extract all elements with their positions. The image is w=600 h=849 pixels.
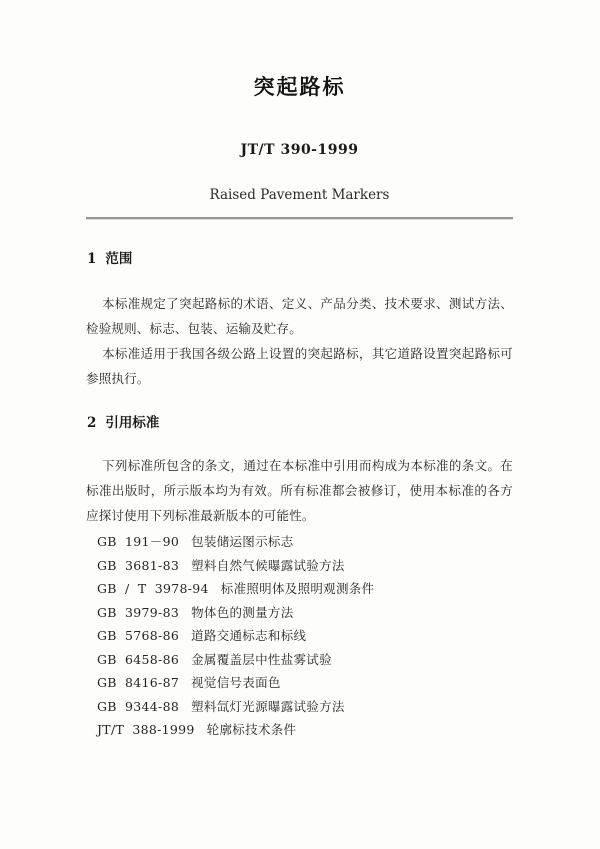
reference-code: GB 3979-83 (97, 604, 180, 620)
reference-item (97, 624, 513, 648)
reference-code: GB / T 3978-94 (97, 581, 209, 596)
reference-title: 道路交通标志和标线 (191, 628, 307, 643)
reference-item (97, 577, 513, 601)
reference-title: 塑料自然气候曝露试验方法 (191, 557, 345, 573)
reference-item (97, 671, 513, 695)
reference-item (97, 695, 513, 719)
section-scope (86, 250, 513, 391)
reference-title: 包装储运图示标志 (191, 534, 294, 549)
title-divider (86, 217, 513, 219)
section-2-number: 2 (87, 415, 97, 431)
paragraph-scope-1: 本标准规定了突起路标的术语、定义、产品分类、技术要求、测试方法、检验规则、标志、包装、运输及贮存。 (86, 296, 513, 336)
reference-item (97, 648, 513, 672)
section-2-title: 引用标准 (105, 415, 160, 431)
reference-code: GB 191－90 (97, 534, 180, 549)
reference-title: 轮廓标技术条件 (206, 722, 297, 737)
reference-title: 物体色的测量方法 (191, 604, 294, 620)
reference-title: 视觉信号表面色 (191, 675, 281, 690)
reference-code: GB 9344-88 (97, 698, 180, 714)
references-list (86, 530, 513, 742)
section-2-heading (86, 414, 513, 432)
paragraph-scope-2: 本标准适用于我国各级公路上设置的突起路标，其它道路设置突起路标可参照执行。 (86, 346, 513, 386)
reference-item (97, 530, 513, 554)
reference-item (97, 554, 513, 578)
reference-title: 金属覆盖层中性盐雾试验 (191, 651, 332, 667)
reference-item (97, 601, 513, 625)
section-references (86, 414, 513, 742)
document-title-english: Raised Pavement Markers (209, 187, 390, 203)
reference-code: GB 5768-86 (97, 628, 180, 643)
section-1-title: 范围 (105, 251, 133, 267)
reference-code: GB 3681-83 (97, 557, 180, 573)
standard-number: JT/T 390-1999 (240, 142, 359, 158)
reference-code: GB 6458-86 (97, 651, 180, 667)
paragraph-references-intro: 下列标准所包含的条文，通过在本标准中引用而构成为本标准的条文。在标准出版时，所示版本均为有效。所有标准都会被修订，使用本标准的各方应探讨使用下列标准最新版本的可能性。 (86, 458, 513, 523)
document-title: 突起路标 (253, 74, 346, 99)
reference-code: JT/T 388-1999 (97, 722, 195, 737)
section-1-heading (86, 250, 513, 268)
reference-title: 标准照明体及照明观测条件 (220, 581, 375, 596)
reference-item (97, 718, 513, 742)
reference-code: GB 8416-87 (97, 675, 180, 690)
section-1-number: 1 (87, 251, 97, 267)
reference-title: 塑料氙灯光源曝露试验方法 (191, 698, 345, 714)
